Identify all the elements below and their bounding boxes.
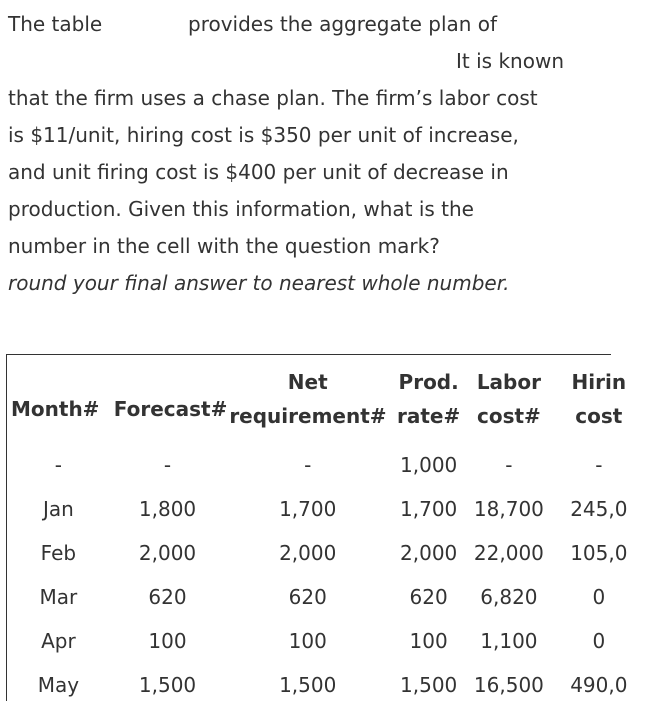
table-row xyxy=(7,531,647,575)
cell-month: May xyxy=(37,673,80,697)
question-instruction: round your final answer to nearest whole number. xyxy=(8,271,510,295)
cell-hiring-cost: 245,0 xyxy=(570,497,628,521)
question-line-5: and unit firing cost is $400 per unit of decrease in xyxy=(8,160,509,184)
cell-forecast: 1,800 xyxy=(138,497,197,521)
table-row xyxy=(7,575,647,619)
table-row xyxy=(7,487,647,531)
header-labor-cost-line-1: Labor xyxy=(476,370,541,394)
question-line-1-start: The table xyxy=(8,12,103,36)
table-row xyxy=(7,663,647,707)
cell-production-rate: 1,500 xyxy=(400,673,458,697)
cell-net-requirement: 1,500 xyxy=(279,673,337,697)
cell-net-requirement: 2,000 xyxy=(279,541,337,565)
cell-forecast: 620 xyxy=(148,585,187,609)
cell-forecast: 100 xyxy=(148,629,187,653)
cell-net-requirement: - xyxy=(304,453,312,477)
header-labor-cost-line-2: cost# xyxy=(476,404,541,428)
question-text xyxy=(8,6,598,302)
header-production-rate-line-1: Prod. xyxy=(398,370,459,394)
header-net-requirement xyxy=(225,355,390,443)
cell-month: Feb xyxy=(40,541,77,565)
cell-hiring-cost: 0 xyxy=(592,629,606,653)
question-line-1-end: provides the aggregate plan of xyxy=(188,12,498,36)
cell-hiring-cost: - xyxy=(595,453,603,477)
cell-production-rate: 1,000 xyxy=(400,453,458,477)
cell-month: Apr xyxy=(41,629,76,653)
cell-hiring-cost: 0 xyxy=(592,585,606,609)
cell-month: - xyxy=(54,453,62,477)
question-line-2: It is known xyxy=(456,49,564,73)
cell-net-requirement: 620 xyxy=(288,585,327,609)
header-net-requirement-line-1: Net xyxy=(287,370,328,394)
header-hiring-cost-line-2: cost xyxy=(575,404,623,428)
header-net-requirement-line-2: requirement# xyxy=(229,404,387,428)
header-forecast: Forecast# xyxy=(113,397,228,421)
cell-hiring-cost: 105,0 xyxy=(570,541,628,565)
cell-production-rate: 100 xyxy=(409,629,448,653)
cell-net-requirement: 1,700 xyxy=(279,497,337,521)
aggregate-plan-table-container xyxy=(6,354,628,701)
header-production-rate-line-2: rate# xyxy=(397,404,461,428)
cell-hiring-cost: 490,0 xyxy=(570,673,628,697)
table-header-row xyxy=(7,355,647,443)
cell-labor-cost: 16,500 xyxy=(473,673,544,697)
cell-month: Mar xyxy=(39,585,78,609)
header-hiring-cost-line-1: Hirin xyxy=(571,370,627,394)
header-hiring-cost xyxy=(551,355,647,443)
cell-labor-cost: 6,820 xyxy=(480,585,538,609)
cell-labor-cost: - xyxy=(505,453,513,477)
cell-production-rate: 2,000 xyxy=(400,541,458,565)
question-line-3: that the firm uses a chase plan. The firm’s labor cost xyxy=(8,86,538,110)
question-line-6: production. Given this information, what is the xyxy=(8,197,474,221)
header-production-rate xyxy=(390,355,467,443)
cell-forecast: - xyxy=(163,453,172,477)
question-line-7: number in the cell with the question mark? xyxy=(8,234,440,258)
table-row xyxy=(7,443,647,487)
cell-forecast: 2,000 xyxy=(138,541,197,565)
cell-labor-cost: 22,000 xyxy=(473,541,544,565)
aggregate-plan-table xyxy=(7,355,647,707)
table-row xyxy=(7,619,647,663)
cell-net-requirement: 100 xyxy=(288,629,327,653)
question-line-1 xyxy=(8,6,598,43)
header-month: Month# xyxy=(11,397,100,421)
cell-forecast: 1,500 xyxy=(138,673,197,697)
cell-production-rate: 1,700 xyxy=(400,497,458,521)
cell-labor-cost: 1,100 xyxy=(480,629,538,653)
question-line-4: is $11/unit, hiring cost is $350 per unit of increase, xyxy=(8,123,519,147)
cell-month: Jan xyxy=(42,497,74,521)
header-labor-cost xyxy=(467,355,550,443)
cell-labor-cost: 18,700 xyxy=(473,497,544,521)
cell-production-rate: 620 xyxy=(409,585,448,609)
